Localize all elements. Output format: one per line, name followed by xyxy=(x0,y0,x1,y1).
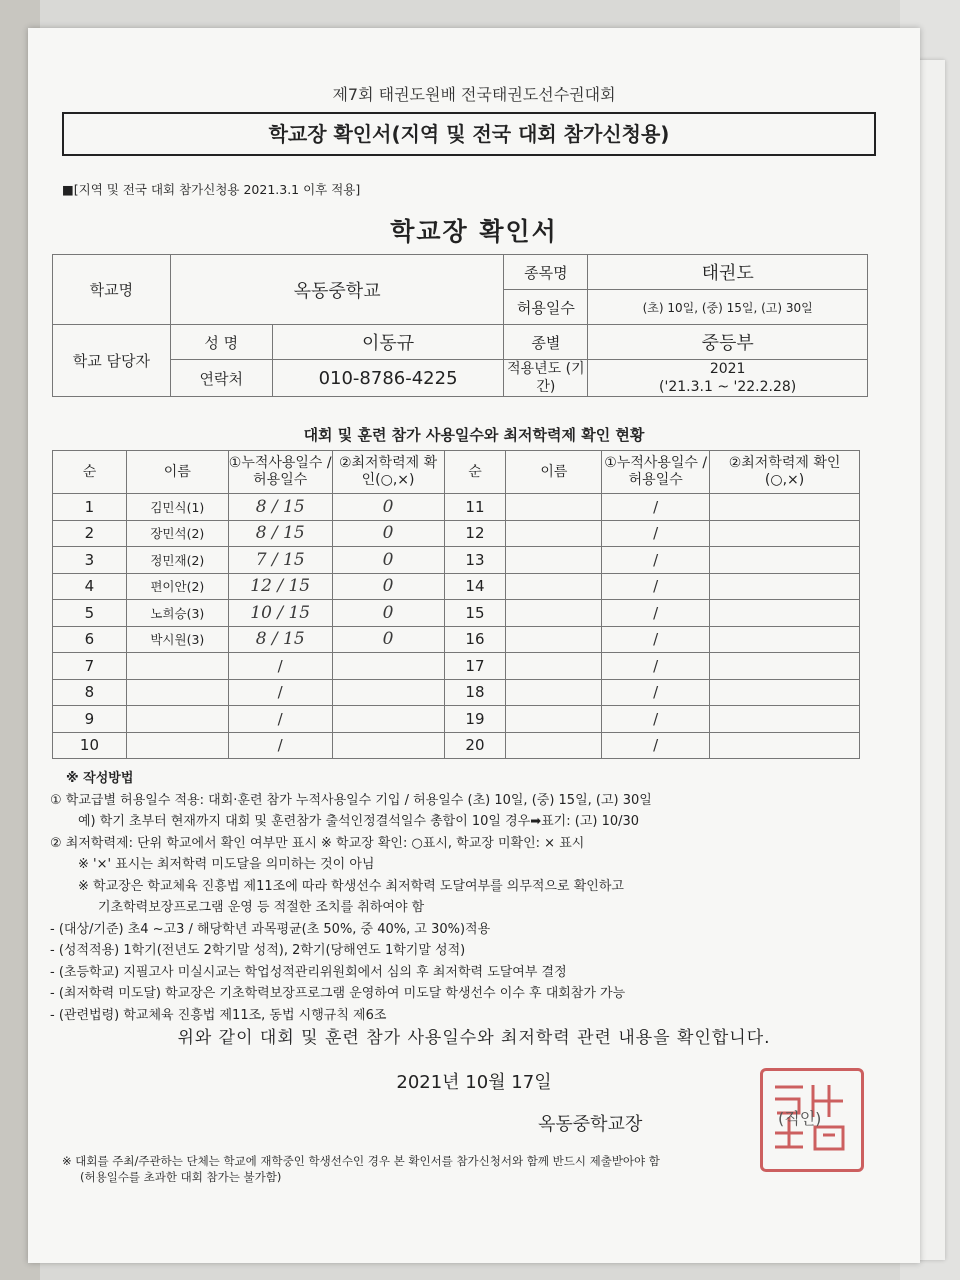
row-academic-mark xyxy=(710,520,860,547)
row-days: / xyxy=(602,547,710,574)
row-days: / xyxy=(228,679,332,706)
row-name xyxy=(126,679,228,706)
row-academic-mark: 0 xyxy=(332,494,444,521)
row-academic-mark: 0 xyxy=(332,547,444,574)
table-row xyxy=(53,732,860,759)
row-no: 14 xyxy=(444,573,506,600)
name-label: 성 명 xyxy=(170,325,272,360)
row-name: 김민식(1) xyxy=(126,494,228,521)
name-value: 이동규 xyxy=(272,325,504,360)
row-name: 정민재(2) xyxy=(126,547,228,574)
row-no: 5 xyxy=(53,600,127,627)
row-no: 6 xyxy=(53,626,127,653)
period-label: 적용년도 (기간) xyxy=(504,360,588,397)
row-no: 12 xyxy=(444,520,506,547)
row-no: 1 xyxy=(53,494,127,521)
table-row xyxy=(53,706,860,733)
row-days: / xyxy=(602,626,710,653)
footnote-line: (허용일수를 초과한 대회 참가는 불가함) xyxy=(80,1170,282,1184)
row-name xyxy=(126,706,228,733)
instruction-line: ② 최저학력제: 단위 학교에서 확인 여부만 표시 ※ 학교장 확인: ○표시, 학교장 미확인: × 표시 xyxy=(50,835,585,851)
col-academic-left: ②최저학력제 확인(○,×) xyxy=(332,451,444,494)
row-no: 8 xyxy=(53,679,127,706)
row-academic-mark xyxy=(710,653,860,680)
row-days: 8 / 15 xyxy=(228,520,332,547)
col-days-right: ①누적사용일수 /허용일수 xyxy=(602,451,710,494)
row-name xyxy=(506,653,602,680)
row-academic-mark xyxy=(710,626,860,653)
event-title: 제7회 태권도원배 전국태권도선수권대회 xyxy=(332,85,616,104)
col-academic-right: ②최저학력제 확인(○,×) xyxy=(710,451,860,494)
row-days: / xyxy=(602,679,710,706)
row-no: 19 xyxy=(444,706,506,733)
row-no: 2 xyxy=(53,520,127,547)
row-academic-mark xyxy=(332,732,444,759)
row-days: / xyxy=(602,706,710,733)
row-academic-mark: 0 xyxy=(332,520,444,547)
row-no: 16 xyxy=(444,626,506,653)
document-sheet xyxy=(28,28,920,1263)
row-days: / xyxy=(228,732,332,759)
row-name: 장민석(2) xyxy=(126,520,228,547)
instruction-line: ※ 작성방법 xyxy=(66,771,134,786)
row-academic-mark xyxy=(710,679,860,706)
row-academic-mark xyxy=(710,732,860,759)
instruction-line: - (성적적용) 1학기(전년도 2학기말 성적), 2학기(당해연도 1학기말 성적) xyxy=(50,943,466,958)
instruction-line: ※ '×' 표시는 최저학력 미도달을 의미하는 것이 아님 xyxy=(78,857,375,872)
row-days: / xyxy=(228,653,332,680)
row-days: / xyxy=(602,732,710,759)
row-no: 11 xyxy=(444,494,506,521)
row-days: 8 / 15 xyxy=(228,494,332,521)
row-no: 10 xyxy=(53,732,127,759)
period-range: ('21.3.1 ~ '22.2.28) xyxy=(659,379,797,395)
instruction-line: 기초학력보장프로그램 운영 등 적절한 조치를 취하여야 함 xyxy=(98,900,425,915)
row-academic-mark: 0 xyxy=(332,600,444,627)
form-title: 학교장 확인서(지역 및 전국 대회 참가신청용) xyxy=(62,112,876,156)
table-row xyxy=(53,600,860,627)
table-row xyxy=(53,679,860,706)
row-name xyxy=(506,679,602,706)
col-no-right: 순 xyxy=(444,451,506,494)
row-no: 13 xyxy=(444,547,506,574)
instruction-line: 예) 학기 초부터 현재까지 대회 및 훈련참가 출석인정결석일수 총합이 10일 경우➡표기: (고) 10/30 xyxy=(78,814,640,829)
table-row xyxy=(53,494,860,521)
row-name: 편이안(2) xyxy=(126,573,228,600)
table-row xyxy=(53,573,860,600)
row-no: 3 xyxy=(53,547,127,574)
sport-value: 태권도 xyxy=(588,255,868,290)
instruction-line: ① 학교급별 허용일수 적용: 대회·훈련 참가 누적사용일수 기입 / 허용일수 (초) 10일, (중) 15일, (고) 30일 xyxy=(50,792,652,808)
instruction-line: - (대상/기준) 초4 ~고3 / 해당학년 과목평균(초 50%, 중 40%, 고 30%)적용 xyxy=(50,921,491,937)
row-no: 20 xyxy=(444,732,506,759)
row-days: / xyxy=(602,600,710,627)
period-value xyxy=(588,360,868,397)
confirmation-text: 위와 같이 대회 및 훈련 참가 사용일수와 최저학력 관련 내용을 확인합니다. xyxy=(177,1028,771,1048)
seal-label: (직인) xyxy=(778,1109,822,1128)
section-title: 대회 및 훈련 참가 사용일수와 최저학력제 확인 현황 xyxy=(303,426,645,444)
row-name xyxy=(506,520,602,547)
row-name: 박시원(3) xyxy=(126,626,228,653)
main-title: 학교장 확인서 xyxy=(390,217,558,246)
row-no: 4 xyxy=(53,573,127,600)
row-no: 7 xyxy=(53,653,127,680)
issue-date: 2021년 10월 17일 xyxy=(396,1072,552,1093)
instruction-line: - (최저학력 미도달) 학교장은 기초학력보장프로그램 운영하여 미도달 학생선수 이수 후 대회참가 가능 xyxy=(50,986,626,1001)
usage-table-body xyxy=(53,494,860,759)
instruction-line: ※ 학교장은 학교체육 진흥법 제11조에 따라 학생선수 최저학력 도달여부를 의무적으로 확인하고 xyxy=(78,878,624,894)
row-name xyxy=(506,732,602,759)
row-days: 10 / 15 xyxy=(228,600,332,627)
division-label: 종별 xyxy=(504,325,588,360)
instruction-line: - (관련법령) 학교체육 진흥법 제11조, 동법 시행규칙 제6조 xyxy=(50,1007,387,1023)
contact-value: 010-8786-4225 xyxy=(272,360,504,397)
table-row xyxy=(53,626,860,653)
allowed-days-value: (초) 10일, (중) 15일, (고) 30일 xyxy=(588,290,868,325)
sport-label: 종목명 xyxy=(504,255,588,290)
instructions xyxy=(50,768,900,1026)
footnote xyxy=(62,1153,882,1185)
row-academic-mark: 0 xyxy=(332,626,444,653)
division-value: 중등부 xyxy=(588,325,868,360)
info-table xyxy=(52,254,868,397)
row-academic-mark: 0 xyxy=(332,573,444,600)
manager-label: 학교 담당자 xyxy=(53,325,171,397)
row-name xyxy=(506,600,602,627)
instruction-line: - (초등학교) 지필고사 미실시교는 학업성적관리위원회에서 심의 후 최저학력 도달여부 결정 xyxy=(50,964,567,980)
row-name xyxy=(506,494,602,521)
row-name xyxy=(126,732,228,759)
school-value: 옥동중학교 xyxy=(170,255,504,325)
row-no: 17 xyxy=(444,653,506,680)
row-name: 노희승(3) xyxy=(126,600,228,627)
col-no-left: 순 xyxy=(53,451,127,494)
row-academic-mark xyxy=(332,679,444,706)
row-days: 12 / 15 xyxy=(228,573,332,600)
row-academic-mark xyxy=(710,706,860,733)
table-row xyxy=(53,653,860,680)
row-no: 15 xyxy=(444,600,506,627)
table-row xyxy=(53,520,860,547)
allowed-days-label: 허용일수 xyxy=(504,290,588,325)
row-academic-mark xyxy=(710,494,860,521)
period-year: 2021 xyxy=(709,361,746,377)
row-no: 18 xyxy=(444,679,506,706)
row-academic-mark xyxy=(710,573,860,600)
row-name xyxy=(506,573,602,600)
school-label: 학교명 xyxy=(53,255,171,325)
row-days: 7 / 15 xyxy=(228,547,332,574)
notice-text: ■[지역 및 전국 대회 참가신청용 2021.3.1 이후 적용] xyxy=(62,182,361,197)
principal-name: 옥동중학교장 xyxy=(538,1114,643,1135)
row-academic-mark xyxy=(332,706,444,733)
row-academic-mark xyxy=(332,653,444,680)
row-name xyxy=(506,547,602,574)
row-days: / xyxy=(602,573,710,600)
contact-label: 연락처 xyxy=(170,360,272,397)
row-days: 8 / 15 xyxy=(228,626,332,653)
row-name xyxy=(506,626,602,653)
footnote-line: ※ 대회를 주최/주관하는 단체는 학교에 재학중인 학생선수인 경우 본 확인서를 참가신청서와 함께 반드시 제출받아야 함 xyxy=(62,1154,660,1168)
row-name xyxy=(126,653,228,680)
col-days-left: ①누적사용일수 /허용일수 xyxy=(228,451,332,494)
row-no: 9 xyxy=(53,706,127,733)
row-days: / xyxy=(602,494,710,521)
row-days: / xyxy=(602,520,710,547)
row-days: / xyxy=(228,706,332,733)
col-name-left: 이름 xyxy=(126,451,228,494)
col-name-right: 이름 xyxy=(506,451,602,494)
row-academic-mark xyxy=(710,600,860,627)
row-days: / xyxy=(602,653,710,680)
table-row xyxy=(53,547,860,574)
row-name xyxy=(506,706,602,733)
row-academic-mark xyxy=(710,547,860,574)
usage-table xyxy=(52,450,860,759)
